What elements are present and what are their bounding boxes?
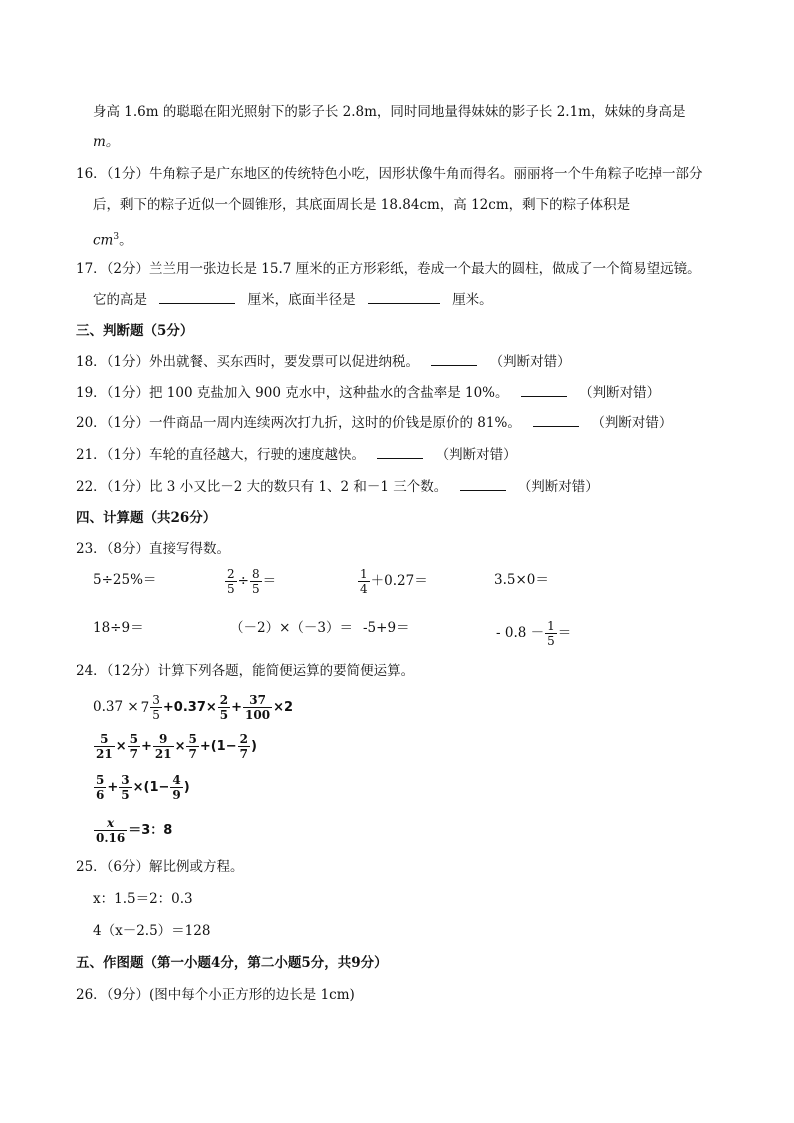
fraction: $\frac{9}{21}$: [154, 732, 172, 761]
q15-line2: [93, 133, 119, 151]
q17-text-1: 17．（2分）兰兰用一张边长是 15.7 厘米的正方形彩纸，卷成一个最大的圆柱，做成了一个简易望远镜。: [76, 261, 701, 277]
q24-expr-2: $\frac{5}{21}$ × $\frac{5}{7}$ + $\frac{9}{21}$ × $\frac{5}{7}$ +(1− $\frac{2}{7}$ ): [96, 732, 257, 761]
q23-r2c3: -5+9＝: [363, 620, 410, 636]
q17-height-blank[interactable]: [159, 291, 235, 304]
q16-end: 。: [119, 232, 133, 249]
q19-suffix: （判断对错）: [579, 385, 661, 401]
fraction: $\frac{4}{9}$: [172, 773, 181, 802]
q24-title: 24．（12分）计算下列各题，能简便运算的要简便运算。: [76, 663, 415, 679]
q20-suffix: （判断对错）: [591, 415, 673, 431]
q17-line1: [76, 260, 701, 278]
fraction: $\frac{5}{21}$: [96, 732, 113, 761]
q15-text-1: 身高 1.6m 的聪聪在阳光照射下的影子长 2.8m，同时同地量得妹妹的影子长 2.1m，妹妹的身高是: [93, 104, 686, 120]
q18-line: [76, 353, 571, 371]
section-4-heading: 四、计算题（共26分）: [76, 510, 217, 526]
q22-line: [76, 478, 599, 496]
q20-blank[interactable]: [533, 414, 579, 427]
q21-suffix: （判断对错）: [435, 447, 517, 463]
q22-blank[interactable]: [460, 478, 506, 491]
q24-expr-1: 0.37 × 7 $\frac{3}{5}$ +0.37× $\frac{2}{5}$ + $\frac{37}{100}$ ×2: [93, 693, 294, 722]
q25-title: 25．（6分）解比例或方程。: [76, 859, 244, 875]
q16-text-2: 后，剩下的粽子近似一个圆锥形，其底面周长是 18.84cm，高 12cm，剩下的粽子体积是: [93, 197, 631, 213]
q17-radius-blank[interactable]: [368, 291, 440, 304]
q17-text-2a: 它的高是: [93, 292, 147, 308]
q19-blank[interactable]: [521, 384, 567, 397]
q21-line: [76, 446, 517, 464]
q25-equation-2: 4（x－2.5）＝128: [93, 923, 211, 939]
fraction: $\frac{3}{5}$: [121, 773, 130, 802]
fraction: $\frac{5}{7}$: [188, 732, 197, 761]
q20-text: 20．（1分）一件商品一周内连续两次打九折，这时的价钱是原价的 81%。: [76, 415, 521, 431]
q24-expr-3: $\frac{5}{6}$ + $\frac{3}{5}$ ×(1− $\frac{4}{9}$ ): [96, 773, 190, 802]
q20-line: [76, 414, 672, 432]
q23-r1c3: $\frac{1}{4}$ ＋0.27＝: [360, 567, 428, 596]
fraction: $\frac{8}{5}$: [251, 567, 260, 596]
q23-r1c2: $\frac{2}{5}$ ÷ $\frac{8}{5}$ ＝: [227, 567, 277, 596]
section-3-heading: 三、判断题（5分）: [76, 323, 194, 339]
q16-text-1: 16．（1分）牛角粽子是广东地区的传统特色小吃，因形状像牛角而得名。丽丽将一个牛角粽子吃掉一部分: [76, 166, 703, 182]
q16-line1: [76, 165, 718, 183]
q23-r2c2: （－2）×（－3）＝: [230, 620, 353, 636]
fraction: $\frac{x}{0.16}$: [96, 816, 126, 845]
q18-blank[interactable]: [431, 353, 477, 366]
q22-text: 22．（1分）比 3 小又比－2 大的数只有 1、2 和－1 三个数。: [76, 479, 448, 495]
q23-r2c1: 18÷9＝: [93, 620, 144, 636]
fraction: $\frac{2}{5}$: [219, 693, 229, 722]
q23-r1c1: 5÷25%＝: [93, 572, 157, 588]
q18-suffix: （判断对错）: [489, 354, 571, 370]
q15-unit: m。: [93, 134, 120, 150]
q16-line2: [93, 196, 718, 214]
fraction: $\frac{3}{5}$: [152, 693, 160, 722]
q25-equation-1: x：1.5＝2：0.3: [93, 891, 193, 907]
fraction: $\frac{37}{100}$: [245, 693, 271, 722]
q24-expr-4: $\frac{x}{0.16}$ ＝3：8: [96, 816, 173, 845]
q18-text: 18．（1分）外出就餐、买东西时，要发票可以促进纳税。: [76, 354, 420, 370]
q23-r1c4: 3.5×0＝: [494, 572, 549, 588]
fraction: $\frac{1}{4}$: [360, 567, 368, 596]
q16-unit-exp: 3: [113, 232, 120, 242]
fraction: $\frac{5}{6}$: [96, 773, 105, 802]
q17-text-2b: 厘米，底面半径是: [247, 292, 356, 308]
fraction: $\frac{2}{7}$: [239, 732, 248, 761]
fraction: $\frac{5}{7}$: [129, 732, 138, 761]
q19-text: 19．（1分）把 100 克盐加入 900 克水中，这种盐水的含盐率是 10%。: [76, 385, 509, 401]
q21-text: 21．（1分）车轮的直径越大，行驶的速度越快。: [76, 447, 366, 463]
q23-r2c4: - 0.8 － $\frac{1}{5}$ ＝: [496, 619, 572, 648]
q17-text-2c: 厘米。: [452, 292, 493, 308]
q16-line3: [93, 228, 133, 250]
q19-line: [76, 384, 660, 402]
q26-title: 26．（9分）(图中每个小正方形的边长是 1cm): [76, 987, 355, 1003]
fraction: $\frac{2}{5}$: [227, 567, 235, 596]
q23-title: 23．（8分）直接写得数。: [76, 541, 231, 557]
q15-line1: [93, 103, 718, 121]
q22-suffix: （判断对错）: [517, 479, 599, 495]
q17-line2: [93, 291, 493, 309]
fraction: $\frac{1}{5}$: [547, 619, 555, 648]
q21-blank[interactable]: [377, 446, 423, 459]
section-5-heading: 五、作图题（第一小题4分，第二小题5分，共9分）: [76, 955, 388, 971]
q16-unit: cm: [93, 232, 114, 249]
